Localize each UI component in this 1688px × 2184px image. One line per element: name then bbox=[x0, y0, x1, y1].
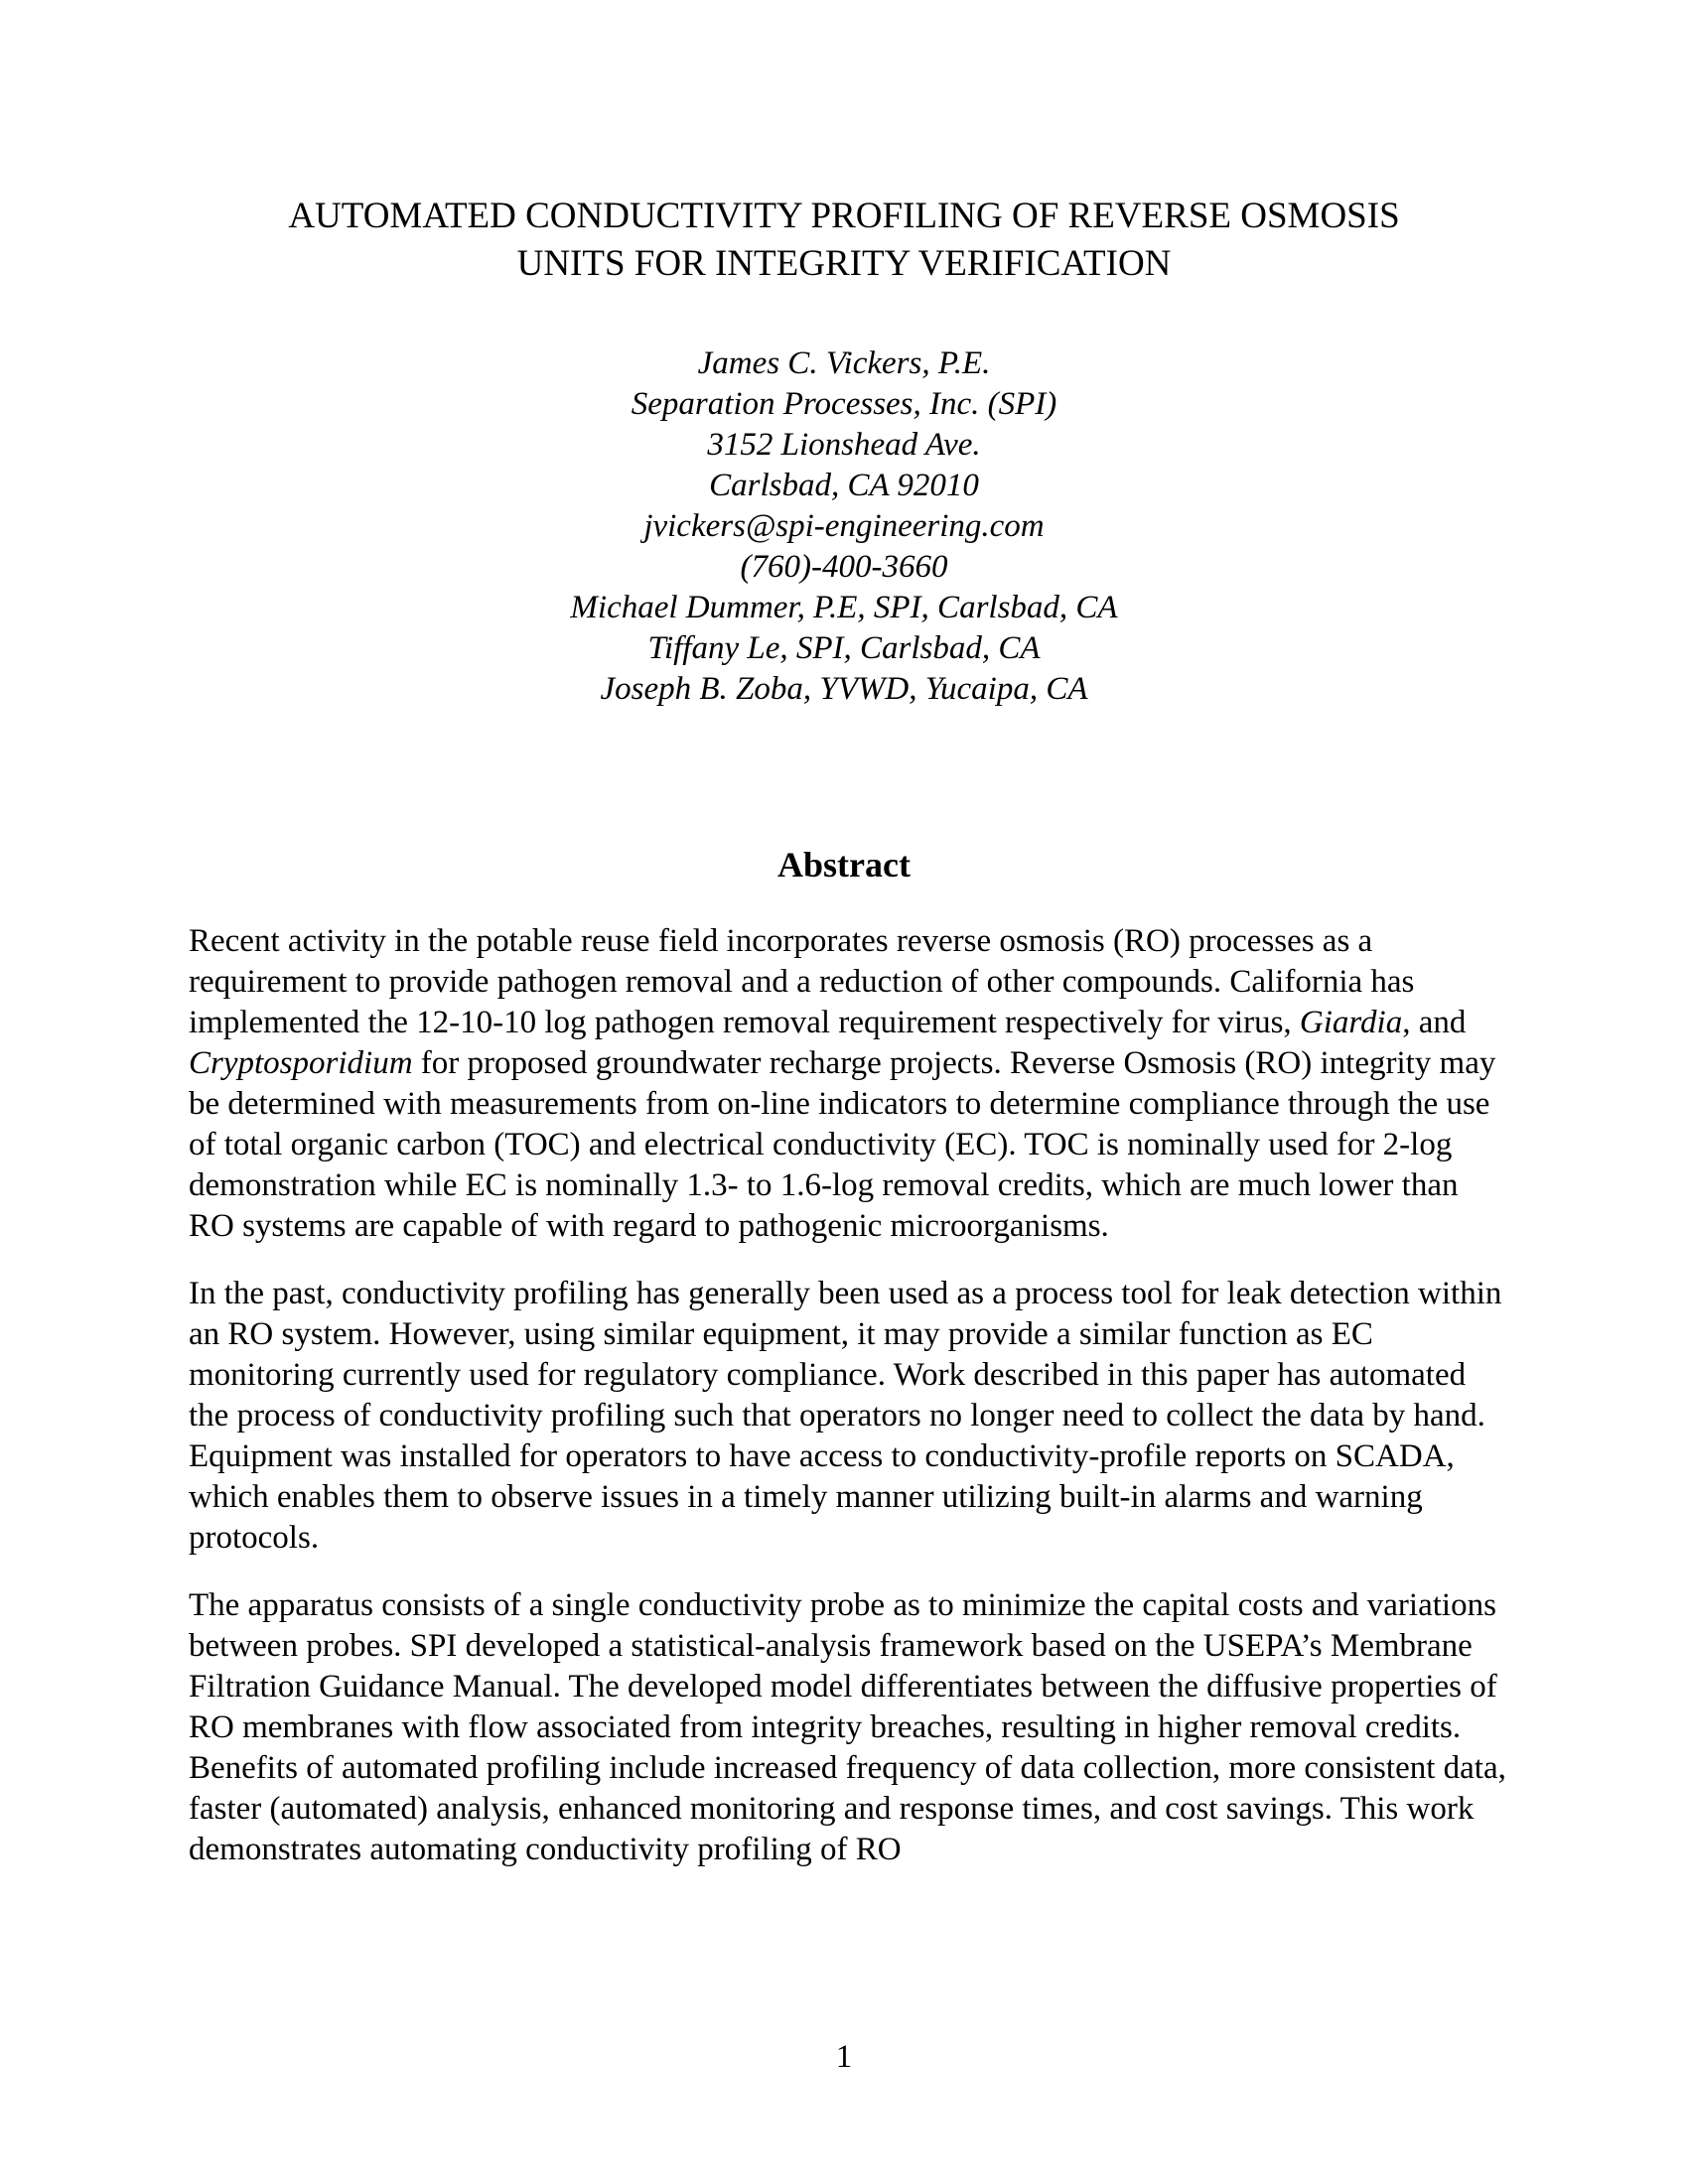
italic-term-cryptosporidium: Cryptosporidium bbox=[189, 1045, 413, 1081]
author-coauthor-3: Joseph B. Zoba, YVWD, Yucaipa, CA bbox=[600, 671, 1088, 707]
author-coauthor-2: Tiffany Le, SPI, Carlsbad, CA bbox=[647, 630, 1041, 666]
author-phone: (760)-400-3660 bbox=[740, 549, 948, 585]
paper-title-line-1: AUTOMATED CONDUCTIVITY PROFILING OF REVERSE OSMOSIS bbox=[288, 196, 1400, 236]
abstract-paragraph-2: In the past, conductivity profiling has generally been used as a process tool for leak detection within an RO system. However, using similar equipment, it may provide a similar function as EC monitoring currently used for regulatory compliance. Work described in this paper has automated the process of conductivity profiling such that operators no longer need to collect the data by hand. Equipment was installed for operators to have access to conductivity-profile reports on SCADA, which enables them to observe issues in a timely manner utilizing built-in alarms and warning protocols. bbox=[189, 1276, 1502, 1556]
author-name-primary: James C. Vickers, P.E. bbox=[697, 345, 991, 381]
abstract-paragraph-1 bbox=[189, 921, 1509, 1247]
text-segment: , and bbox=[1402, 1005, 1467, 1040]
author-coauthor-1: Michael Dummer, P.E, SPI, Carlsbad, CA bbox=[570, 590, 1118, 625]
author-block bbox=[0, 343, 1688, 710]
abstract-paragraph-3: The apparatus consists of a single conductivity probe as to minimize the capital costs and variations between probes. SPI developed a statistical-analysis framework based on the USEPA’s Membrane Filtration Guidance Manual. The developed model differentiates between the diffusive properties of RO membranes with flow associated from integrity breaches, resulting in higher removal credits. Benefits of automated profiling include increased frequency of data collection, more consistent data, faster (automated) analysis, enhanced monitoring and response times, and cost savings. This work demonstrates automating conductivity profiling of RO bbox=[189, 1587, 1506, 1867]
author-email: jvickers@spi-engineering.com bbox=[643, 508, 1045, 544]
paper-title bbox=[0, 193, 1688, 288]
text-segment: for proposed groundwater recharge projects. Reverse Osmosis (RO) integrity may be determined with measurements from on-line indicators to determine compliance through the use of total organic carbon (TOC) and electrical conductivity (EC). TOC is nominally used for 2-log demonstration while EC is nominally 1.3- to 1.6-log removal credits, which are much lower than RO systems are capable of with regard to pathogenic microorganisms. bbox=[189, 1045, 1496, 1244]
author-city-address: Carlsbad, CA 92010 bbox=[709, 468, 979, 503]
italic-term-giardia: Giardia bbox=[1299, 1005, 1403, 1040]
abstract-heading: Abstract bbox=[777, 845, 911, 885]
page-number: 1 bbox=[835, 2039, 853, 2075]
author-street-address: 3152 Lionshead Ave. bbox=[707, 427, 981, 463]
abstract-body bbox=[189, 921, 1509, 1897]
text-segment: Recent activity in the potable reuse field incorporates reverse osmosis (RO) processes as a requirement to provide pathogen removal and a reduction of other compounds. California has implemented the 12-10-10 log pathogen removal requirement respectively for virus, bbox=[189, 923, 1415, 1040]
paper-title-line-2: UNITS FOR INTEGRITY VERIFICATION bbox=[516, 243, 1172, 284]
author-affiliation: Separation Processes, Inc. (SPI) bbox=[631, 386, 1057, 422]
